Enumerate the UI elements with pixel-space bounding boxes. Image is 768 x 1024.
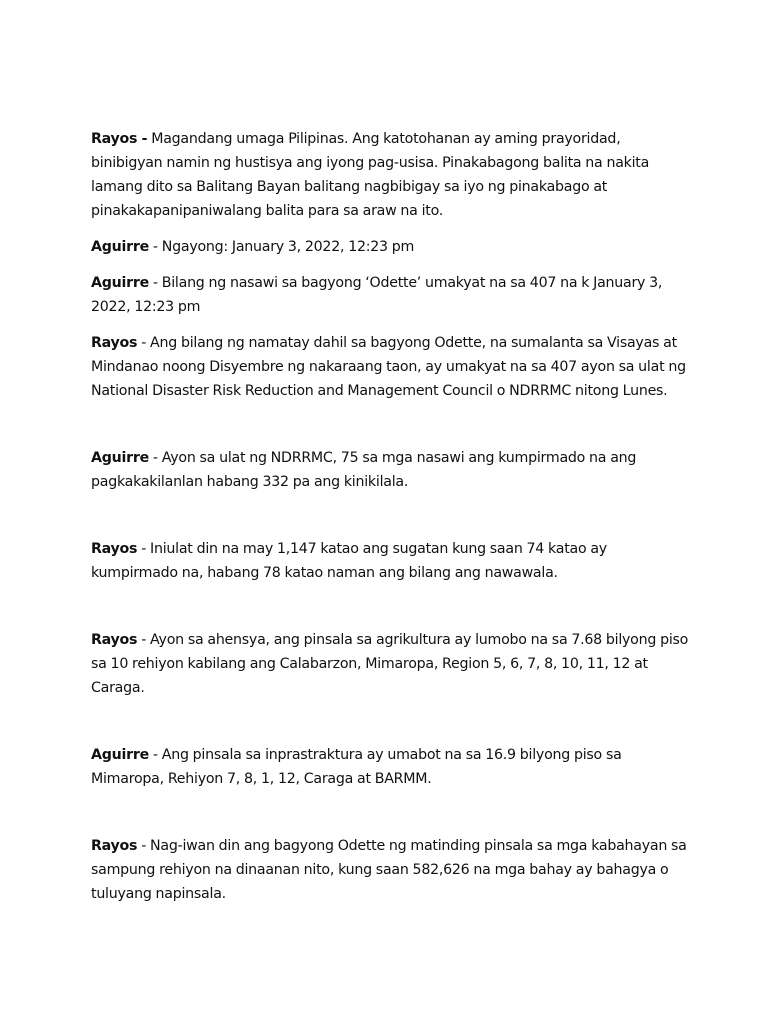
paragraph-aguirre-headline bbox=[91, 271, 691, 319]
paragraph-text: Magandang umaga Pilipinas. Ang katotohanan ay aming prayoridad, binibigyan namin ng hustisya ang iyong pag-usisa. Pinakabagong balita na nakita lamang dito sa Balitang Bayan balitang nagbibigay sa iyo ng pinakabago at pinakakapanipaniwalang balita para sa araw na ito. bbox=[91, 131, 650, 219]
paragraph-aguirre-infrastructure bbox=[91, 743, 691, 791]
speaker-label: Rayos bbox=[91, 335, 138, 351]
paragraph-text: - Ayon sa ahensya, ang pinsala sa agrikultura ay lumobo na sa 7.68 bilyong piso sa 10 rehiyon kabilang ang Calabarzon, Mimaropa, Region 5, 6, 7, 8, 10, 11, 12 at Caraga. bbox=[91, 632, 689, 696]
paragraph-text: - Nag-iwan din ang bagyong Odette ng matinding pinsala sa mga kabahayan sa sampung rehiyon na dinaanan nito, kung saan 582,626 na mga bahay ay bahagya o tuluyang napinsala. bbox=[91, 838, 687, 902]
paragraph-rayos-agriculture bbox=[91, 628, 691, 700]
paragraph-text: - Ngayong: January 3, 2022, 12:23 pm bbox=[148, 239, 415, 255]
paragraph-aguirre-identified bbox=[91, 446, 691, 494]
speaker-label: Rayos bbox=[91, 541, 138, 557]
speaker-label: Aguirre bbox=[91, 450, 149, 466]
paragraph-rayos-intro bbox=[91, 127, 691, 223]
paragraph-text: - Ang pinsala sa inprastraktura ay umabot na sa 16.9 bilyong piso sa Mimaropa, Rehiyon 7, 8, 1, 12, Caraga at BARMM. bbox=[91, 747, 622, 787]
speaker-label: Rayos - bbox=[91, 131, 148, 147]
paragraph-aguirre-date bbox=[91, 235, 691, 259]
speaker-label: Aguirre bbox=[91, 747, 149, 763]
document-page bbox=[91, 127, 691, 906]
paragraph-rayos-death-toll bbox=[91, 331, 691, 403]
speaker-label: Aguirre bbox=[91, 275, 149, 291]
speaker-label: Aguirre bbox=[91, 239, 149, 255]
paragraph-text: - Ang bilang ng namatay dahil sa bagyong Odette, na sumalanta sa Visayas at Mindanao noong Disyembre ng nakaraang taon, ay umakyat na sa 407 ayon sa ulat ng National Disaster Risk Reduction and Management Council o NDRRMC nitong Lunes. bbox=[91, 335, 686, 399]
paragraph-text: - Ayon sa ulat ng NDRRMC, 75 sa mga nasawi ang kumpirmado na ang pagkakakilanlan habang 332 pa ang kinikilala. bbox=[91, 450, 637, 490]
paragraph-rayos-injured bbox=[91, 537, 691, 585]
paragraph-text: - Bilang ng nasawi sa bagyong ‘Odette’ umakyat na sa 407 na k January 3, 2022, 12:23 pm bbox=[91, 275, 663, 315]
speaker-label: Rayos bbox=[91, 838, 138, 854]
speaker-label: Rayos bbox=[91, 632, 138, 648]
paragraph-rayos-houses bbox=[91, 834, 691, 906]
paragraph-text: - Iniulat din na may 1,147 katao ang sugatan kung saan 74 katao ay kumpirmado na, habang 78 katao naman ang bilang ang nawawala. bbox=[91, 541, 607, 581]
